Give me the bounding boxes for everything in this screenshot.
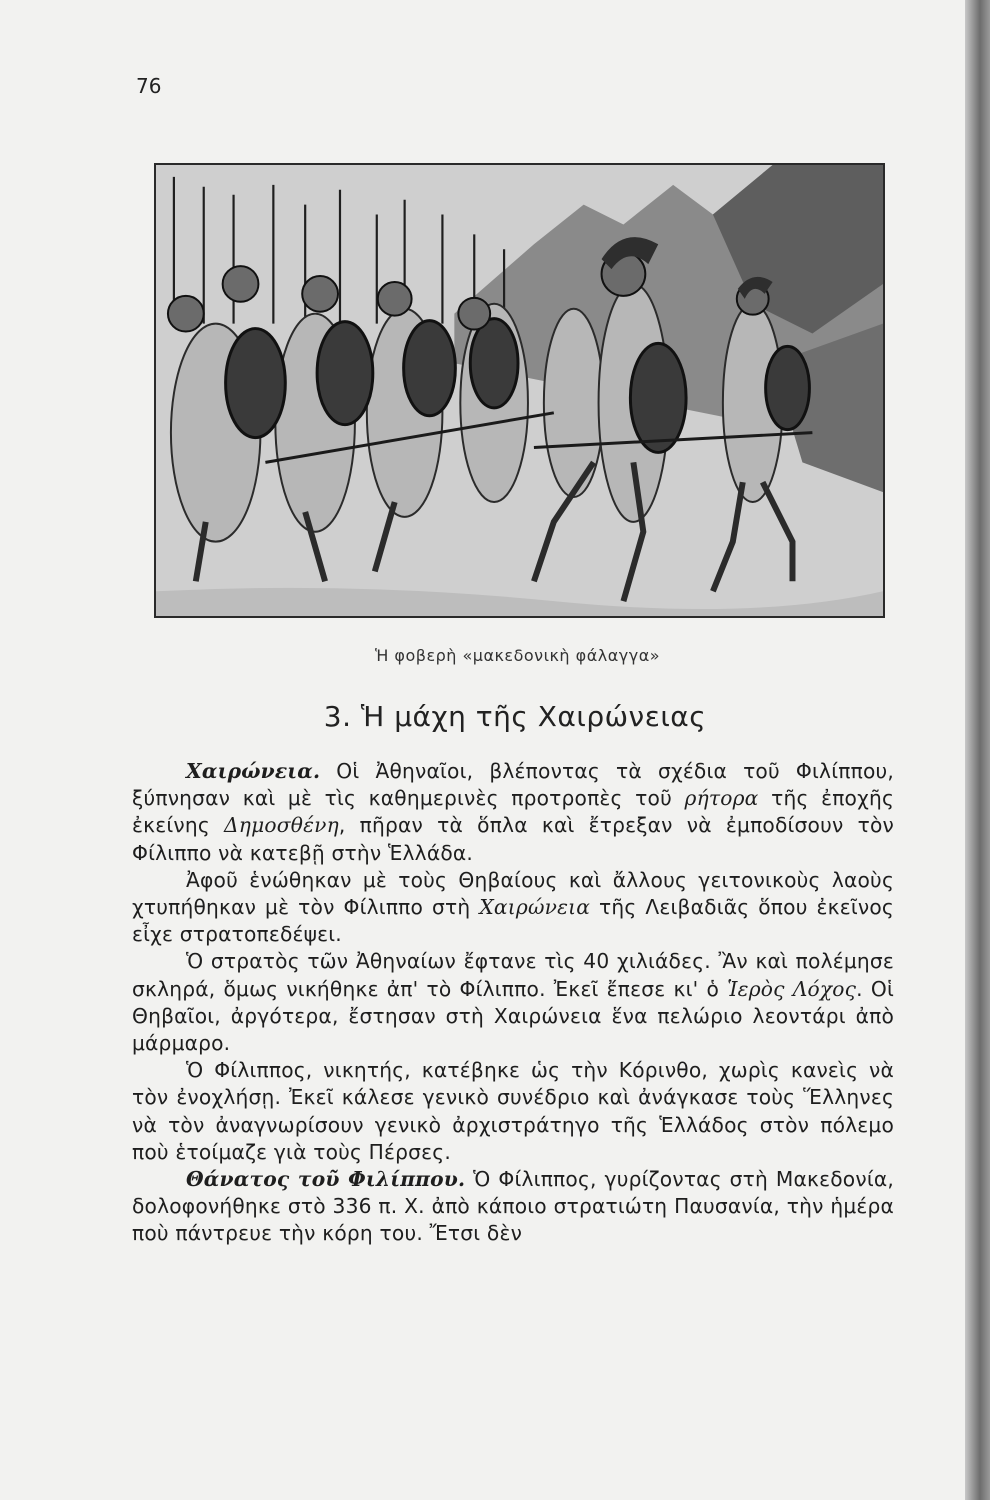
page-edge xyxy=(965,0,990,1500)
paragraph-heading: Θάνατος τοῦ Φιλίππου. xyxy=(186,1167,466,1192)
italic-term: ρήτορα xyxy=(684,786,759,811)
text-run: τῆς Λειβαδιᾶς ὅπου ἐκεῖνος εἶχε στρατοπεδέψει. xyxy=(132,895,894,947)
text-run: Ἀφοῦ ἑνώθηκαν μὲ τοὺς Θηβαίους καὶ ἄλλους γειτονικοὺς λαοὺς χτυπήθηκαν μὲ τὸν Φίλιππο στὴ xyxy=(132,867,894,920)
text-run: Ὁ στρατὸς τῶν Ἀθηναίων ἔφτανε τὶς 40 χιλιάδες. Ἂν καὶ πολέμησε σκληρά, ὅμως νικήθηκε ἀπ' τὸ Φίλιππο. Ἐκεῖ ἔπεσε κι' ὁ xyxy=(132,949,894,1001)
paragraph xyxy=(132,758,894,867)
body-text xyxy=(132,758,894,1248)
paragraph xyxy=(132,1057,894,1166)
page-number: 76 xyxy=(136,74,162,98)
paragraph xyxy=(132,1166,894,1248)
text-run: , πῆραν τὰ ὅπλα καὶ ἔτρεξαν νὰ ἐμποδίσουν τὸν Φίλιππο νὰ κατεβῇ στὴν Ἑλλάδα. xyxy=(132,813,894,865)
text-run: τῆς ἐποχῆς ἐκείνης xyxy=(132,786,894,838)
figure-caption: Ἡ φοβερὴ «μακεδονικὴ φάλαγγα» xyxy=(374,646,661,665)
paragraph xyxy=(132,867,894,949)
italic-term: Δημοσθένη xyxy=(224,813,339,838)
italic-term: Ἱερὸς Λόχος xyxy=(727,976,857,1001)
text-run: Οἱ Ἀθηναῖοι, βλέποντας τὰ σχέδια τοῦ Φιλίππου, ξύπνησαν καὶ μὲ τὶς καθημερινὲς προτροπὲς τοῦ xyxy=(132,759,894,811)
paragraph xyxy=(132,948,894,1057)
phalanx-illustration xyxy=(154,163,885,618)
text-run: Ὁ Φίλιππος, νικητής, κατέβηκε ὡς τὴν Κόρινθο, χωρὶς κανεὶς νὰ τὸν ἐνοχλήσῃ. Ἐκεῖ κάλεσε γενικὸ συνέδριο καὶ ἀνάγκασε τοὺς Ἕλληνες νὰ τὸν ἀναγνωρίσουν γενικὸ ἀρχιστράτηγο τῆς Ἑλλάδος στὸν πόλεμο ποὺ ἑτοίμαζε γιὰ τοὺς Πέρσες. xyxy=(132,1058,894,1164)
text-run: Ὁ Φίλιππος, γυρίζοντας στὴ Μακεδονία, δολοφονήθηκε στὸ 336 π. Χ. ἀπὸ κάποιο στρατιώτη Παυσανία, τὴν ἡμέρα ποὺ πάντρευε τὴν κόρη του. Ἔτσι δὲν xyxy=(132,1167,894,1246)
phalanx-drawing xyxy=(156,165,883,616)
text-run: . Οἱ Θηβαῖοι, ἀργότερα, ἔστησαν στὴ Χαιρώνεια ἕνα πελώριο λεοντάρι ἀπὸ μάρμαρο. xyxy=(132,976,894,1056)
paragraph-heading: Χαιρώνεια. xyxy=(186,759,321,783)
italic-term: Χαιρώνεια xyxy=(479,895,591,920)
section-title: 3. Ἡ μάχη τῆς Χαιρώνειας xyxy=(323,700,707,733)
